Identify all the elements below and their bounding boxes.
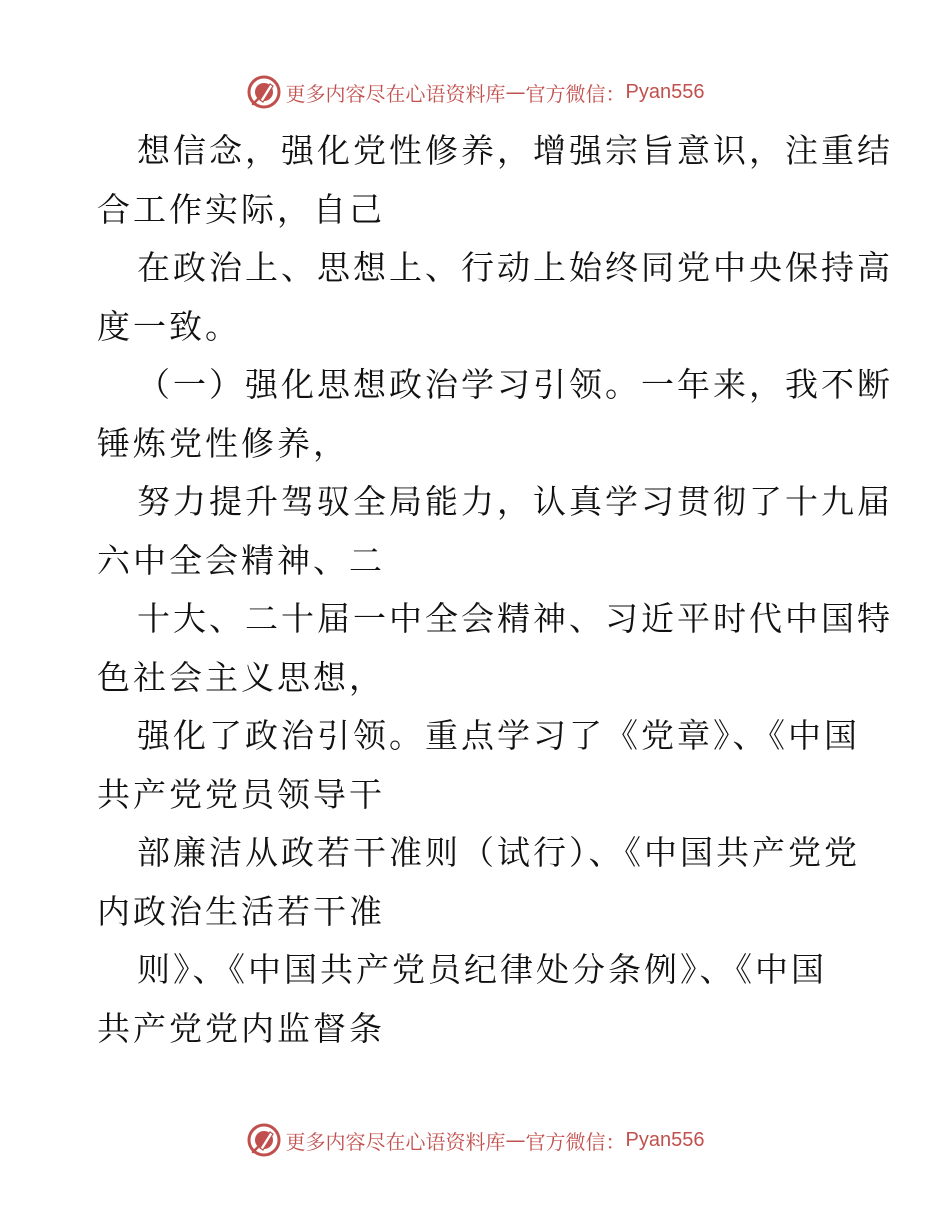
footer-watermark [0,1118,950,1162]
section-heading-line: （一）强化思想政治学习引领。一年来，我不断 [137,365,893,404]
watermark-dash: — [505,80,526,104]
text-line: 则》、《中国共产党员纪律处分条例》、《中国 [137,950,827,989]
text-line: 强化了政治引领。重点学习了《党章》、《中国 [137,716,860,755]
header-watermark [0,70,950,114]
watermark-site-text: 更多内容尽在心语资料库 [285,81,506,106]
text-line: 合工作实际，自己 [97,189,385,229]
watermark-wechat-id: Pyan556 [625,80,705,103]
text-line: 共产党党员领导干 [97,774,385,814]
watermark-wechat-label: 官方微信： [525,1129,626,1154]
text-line: 努力提升驾驭全局能力，认真学习贯彻了十九届 [137,482,893,521]
pen-nib-logo-icon [246,74,282,110]
watermark-wechat-id: Pyan556 [625,1128,705,1151]
text-line: 想信念，强化党性修养，增强宗旨意识，注重结 [137,131,893,170]
document-body [97,122,893,1058]
watermark-wechat-label: 官方微信： [525,81,626,106]
text-line: 共产党党内监督条 [97,1008,385,1048]
text-line: 锤炼党性修养， [97,423,349,463]
pen-nib-logo-icon [246,1122,282,1158]
text-line: 内政治生活若干准 [97,891,385,931]
text-line: 十大、二十届一中全会精神、习近平时代中国特 [137,599,893,638]
watermark-site-text: 更多内容尽在心语资料库 [285,1129,506,1154]
text-line: 部廉洁从政若干准则（试行）、《中国共产党党 [137,833,860,872]
text-line: 六中全会精神、二 [97,540,385,580]
watermark-dash: — [505,1128,526,1152]
text-line: 度一致。 [97,306,241,346]
text-line: 色社会主义思想， [97,657,385,697]
text-line: 在政治上、思想上、行动上始终同党中央保持高 [137,248,893,287]
